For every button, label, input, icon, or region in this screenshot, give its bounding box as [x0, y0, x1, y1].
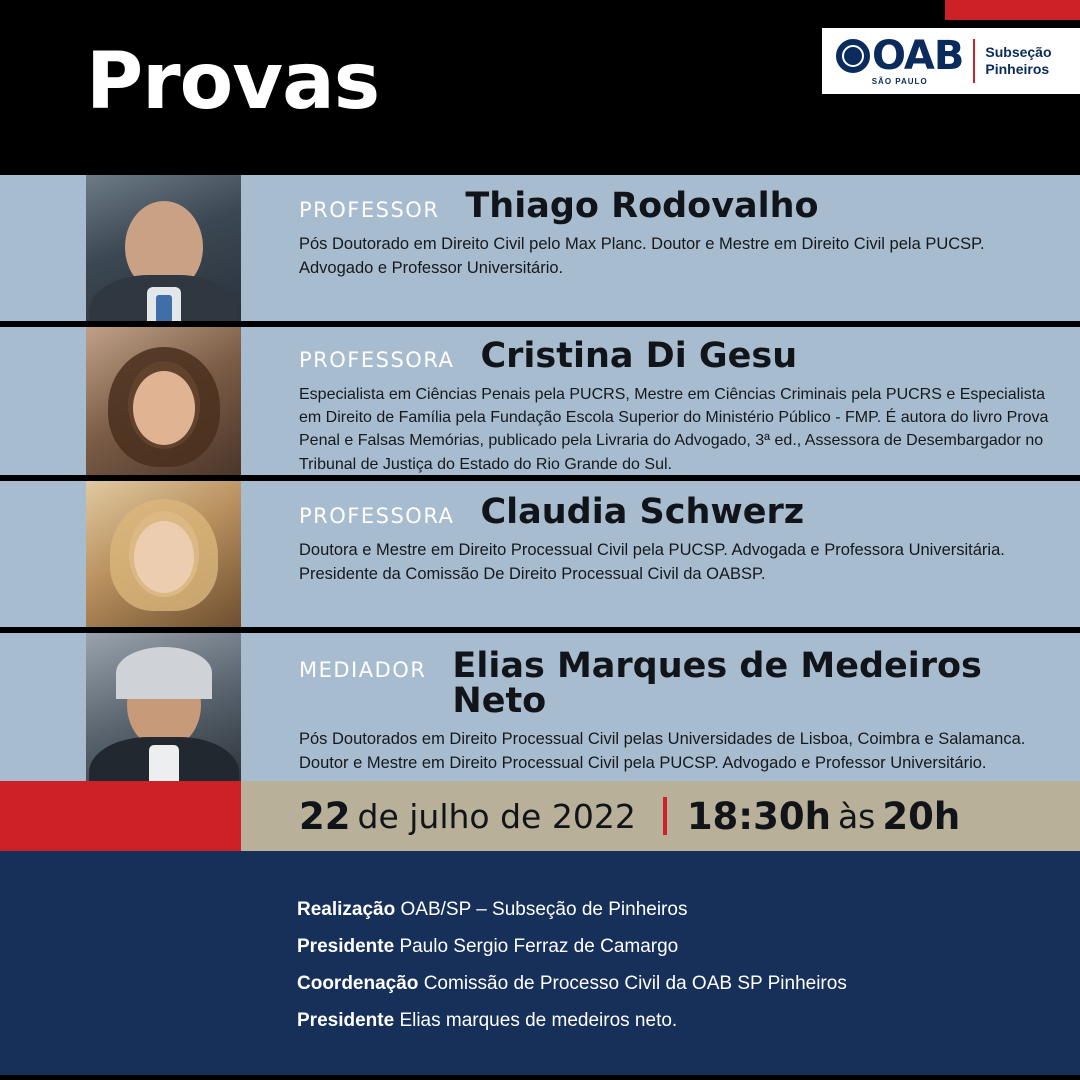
event-time-connector: às — [837, 796, 876, 836]
poster-footer — [0, 851, 1080, 1075]
speaker-photo — [86, 633, 241, 781]
footer-value: OAB/SP – Subseção de Pinheiros — [400, 899, 688, 920]
speaker-role: PROFESSORA — [299, 348, 455, 372]
speaker-name: Claudia Schwerz — [480, 492, 805, 532]
red-accent-bar — [945, 0, 1080, 20]
page-title: Provas — [86, 37, 380, 127]
date-time-bar — [0, 781, 1080, 851]
oab-logo-mark-group — [836, 33, 964, 86]
speaker-role: PROFESSOR — [299, 198, 440, 222]
footer-value: Elias marques de medeiros neto. — [399, 1010, 678, 1032]
oab-logo — [822, 28, 1080, 94]
footer-label: Presidente — [297, 936, 395, 958]
speaker-bio: Pós Doutorados em Direito Processual Civil pelas Universidades de Lisboa, Coimbra e Salamanca. Doutor e Mestre em Direito Processual Civil pela PUCSP. Advogado e Professor Universitário. — [299, 730, 1026, 772]
speaker-row — [0, 481, 1080, 627]
oab-section-line2: Pinheiros — [985, 61, 1050, 77]
speaker-role: PROFESSORA — [299, 504, 455, 528]
poster-header — [0, 0, 1080, 175]
speaker-row — [0, 633, 1080, 781]
footer-label: Presidente — [297, 1010, 395, 1032]
footer-line — [297, 1002, 1080, 1039]
footer-label: Realização — [297, 899, 396, 920]
oab-brand-text: OAB — [872, 33, 964, 79]
event-date-time — [299, 794, 961, 838]
speaker-name: Elias Marques de Medeiros Neto — [452, 646, 982, 721]
date-bar-content — [241, 781, 1080, 851]
event-day: 22 — [299, 794, 351, 838]
oab-globe-icon — [836, 39, 870, 73]
speaker-bio: Especialista em Ciências Penais pela PUCRS, Mestre em Ciências Criminais pela PUCRS e Especialista em Direito de Família pela Fundação Escola Superior do Ministério Público - FMP. É autora do livro Prova Penal e Falsas Memórias, publicado pela Livraria do Advogado, 3ª ed., Assessora de Desembargador no Tribunal de Justiça do Estado do Rio Grande do Sul. — [299, 386, 1049, 473]
event-month-year: de julho de 2022 — [357, 796, 636, 836]
speaker-row — [0, 175, 1080, 321]
footer-value: Paulo Sergio Ferraz de Camargo — [399, 936, 679, 958]
speaker-bio: Doutora e Mestre em Direito Processual Civil pela PUCSP. Advogada e Professora Universitária. Presidente da Comissão De Direito Processual Civil da OABSP. — [299, 541, 1005, 583]
footer-value: Comissão de Processo Civil da OAB SP Pinheiros — [423, 973, 847, 995]
footer-line — [297, 928, 1080, 965]
speaker-name: Thiago Rodovalho — [465, 186, 819, 226]
speaker-photo — [86, 327, 241, 475]
speaker-photo — [86, 175, 241, 321]
oab-state-text: SÃO PAULO — [871, 77, 928, 86]
speaker-role: MEDIADOR — [299, 658, 427, 682]
speaker-bio: Pós Doutorado em Direito Civil pelo Max Planc. Doutor e Mestre em Direito Civil pela PUCSP. Advogado e Professor Universitário. — [299, 235, 985, 277]
oab-section-text — [985, 44, 1051, 79]
date-bar-red-block — [0, 781, 241, 851]
speaker-info — [241, 481, 1080, 627]
event-time-start: 18:30h — [686, 794, 831, 838]
date-time-separator — [663, 797, 667, 835]
speaker-photo — [86, 481, 241, 627]
speaker-name: Cristina Di Gesu — [480, 336, 798, 376]
speaker-info — [241, 633, 1080, 781]
footer-label: Coordenação — [297, 973, 419, 995]
oab-section-line1: Subseção — [985, 43, 1052, 60]
footer-line — [297, 891, 1080, 928]
footer-line — [297, 965, 1080, 1002]
speaker-info — [241, 327, 1080, 475]
event-time-end: 20h — [882, 794, 961, 838]
speaker-row — [0, 327, 1080, 475]
logo-divider — [973, 39, 975, 83]
speaker-info — [241, 175, 1080, 321]
